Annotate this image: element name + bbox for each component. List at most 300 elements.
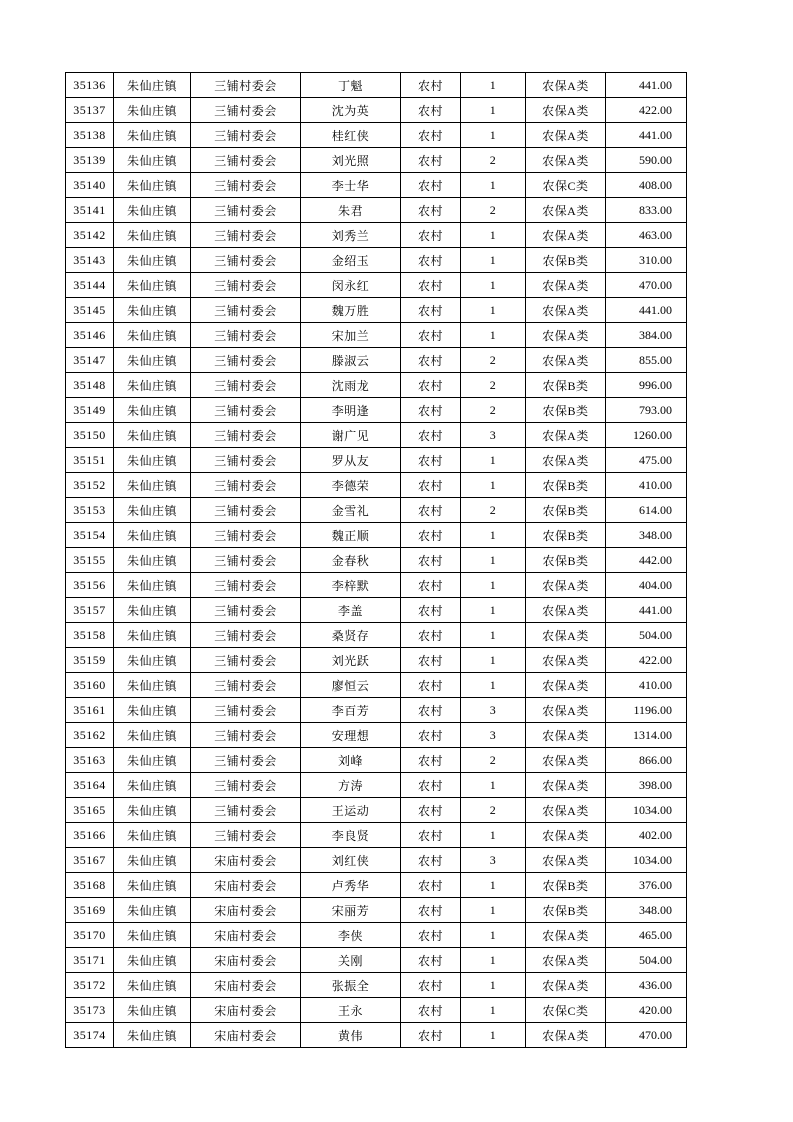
cell-town: 朱仙庄镇 — [114, 198, 191, 223]
cell-village-committee: 三铺村委会 — [191, 423, 301, 448]
cell-serial-number: 35149 — [66, 398, 114, 423]
cell-person-count: 1 — [461, 223, 526, 248]
cell-village-committee: 三铺村委会 — [191, 498, 301, 523]
cell-insurance-category: 农保A类 — [526, 198, 606, 223]
cell-residence-type: 农村 — [401, 998, 461, 1023]
cell-residence-type: 农村 — [401, 923, 461, 948]
cell-town: 朱仙庄镇 — [114, 998, 191, 1023]
cell-town: 朱仙庄镇 — [114, 798, 191, 823]
cell-amount: 590.00 — [606, 148, 687, 173]
cell-residence-type: 农村 — [401, 748, 461, 773]
cell-village-committee: 三铺村委会 — [191, 598, 301, 623]
cell-village-committee: 三铺村委会 — [191, 373, 301, 398]
cell-amount: 441.00 — [606, 123, 687, 148]
cell-insurance-category: 农保B类 — [526, 398, 606, 423]
cell-amount: 833.00 — [606, 198, 687, 223]
cell-insurance-category: 农保A类 — [526, 773, 606, 798]
cell-person-count: 2 — [461, 348, 526, 373]
table-row — [66, 523, 687, 548]
table-row — [66, 173, 687, 198]
cell-residence-type: 农村 — [401, 498, 461, 523]
cell-person-count: 1 — [461, 448, 526, 473]
cell-insurance-category: 农保A类 — [526, 598, 606, 623]
cell-amount: 996.00 — [606, 373, 687, 398]
cell-amount: 1034.00 — [606, 848, 687, 873]
table-row — [66, 823, 687, 848]
cell-village-committee: 三铺村委会 — [191, 173, 301, 198]
cell-village-committee: 三铺村委会 — [191, 773, 301, 798]
cell-village-committee: 宋庙村委会 — [191, 873, 301, 898]
cell-village-committee: 三铺村委会 — [191, 573, 301, 598]
cell-town: 朱仙庄镇 — [114, 373, 191, 398]
cell-residence-type: 农村 — [401, 773, 461, 798]
cell-amount: 855.00 — [606, 348, 687, 373]
cell-person-name: 谢广见 — [301, 423, 401, 448]
cell-amount: 441.00 — [606, 298, 687, 323]
cell-amount: 1260.00 — [606, 423, 687, 448]
table-body — [66, 73, 687, 1048]
cell-person-count: 1 — [461, 73, 526, 98]
table-row — [66, 423, 687, 448]
cell-insurance-category: 农保A类 — [526, 298, 606, 323]
cell-insurance-category: 农保A类 — [526, 648, 606, 673]
cell-village-committee: 宋庙村委会 — [191, 998, 301, 1023]
cell-person-name: 魏万胜 — [301, 298, 401, 323]
cell-residence-type: 农村 — [401, 1023, 461, 1048]
benefits-table — [65, 72, 687, 1048]
cell-serial-number: 35142 — [66, 223, 114, 248]
cell-residence-type: 农村 — [401, 723, 461, 748]
table-row — [66, 198, 687, 223]
cell-residence-type: 农村 — [401, 223, 461, 248]
table-row — [66, 998, 687, 1023]
cell-insurance-category: 农保B类 — [526, 873, 606, 898]
table-row — [66, 448, 687, 473]
cell-village-committee: 三铺村委会 — [191, 448, 301, 473]
cell-person-name: 金绍玉 — [301, 248, 401, 273]
cell-person-name: 刘秀兰 — [301, 223, 401, 248]
cell-serial-number: 35157 — [66, 598, 114, 623]
cell-village-committee: 三铺村委会 — [191, 123, 301, 148]
table-row — [66, 723, 687, 748]
cell-person-count: 1 — [461, 998, 526, 1023]
cell-town: 朱仙庄镇 — [114, 423, 191, 448]
cell-person-name: 李侠 — [301, 923, 401, 948]
cell-serial-number: 35140 — [66, 173, 114, 198]
cell-village-committee: 三铺村委会 — [191, 398, 301, 423]
cell-person-count: 2 — [461, 748, 526, 773]
cell-serial-number: 35164 — [66, 773, 114, 798]
cell-serial-number: 35150 — [66, 423, 114, 448]
cell-person-count: 3 — [461, 423, 526, 448]
table-row — [66, 373, 687, 398]
cell-person-name: 桂红侠 — [301, 123, 401, 148]
cell-insurance-category: 农保A类 — [526, 73, 606, 98]
cell-person-name: 宋丽芳 — [301, 898, 401, 923]
cell-person-name: 桑贤存 — [301, 623, 401, 648]
cell-serial-number: 35156 — [66, 573, 114, 598]
table-row — [66, 1023, 687, 1048]
cell-insurance-category: 农保B类 — [526, 898, 606, 923]
cell-town: 朱仙庄镇 — [114, 748, 191, 773]
table-row — [66, 323, 687, 348]
cell-serial-number: 35139 — [66, 148, 114, 173]
cell-serial-number: 35161 — [66, 698, 114, 723]
table-row — [66, 598, 687, 623]
cell-person-count: 1 — [461, 98, 526, 123]
cell-serial-number: 35167 — [66, 848, 114, 873]
table-row — [66, 698, 687, 723]
cell-village-committee: 三铺村委会 — [191, 273, 301, 298]
cell-serial-number: 35143 — [66, 248, 114, 273]
cell-serial-number: 35136 — [66, 73, 114, 98]
cell-residence-type: 农村 — [401, 298, 461, 323]
cell-village-committee: 三铺村委会 — [191, 98, 301, 123]
cell-amount: 441.00 — [606, 73, 687, 98]
table-row — [66, 923, 687, 948]
cell-insurance-category: 农保A类 — [526, 348, 606, 373]
cell-amount: 470.00 — [606, 1023, 687, 1048]
cell-insurance-category: 农保A类 — [526, 323, 606, 348]
cell-insurance-category: 农保A类 — [526, 423, 606, 448]
cell-insurance-category: 农保A类 — [526, 223, 606, 248]
cell-town: 朱仙庄镇 — [114, 898, 191, 923]
cell-amount: 1034.00 — [606, 798, 687, 823]
cell-person-name: 沈雨龙 — [301, 373, 401, 398]
cell-person-name: 宋加兰 — [301, 323, 401, 348]
cell-person-name: 李明逢 — [301, 398, 401, 423]
cell-serial-number: 35162 — [66, 723, 114, 748]
cell-insurance-category: 农保A类 — [526, 673, 606, 698]
cell-person-count: 2 — [461, 148, 526, 173]
cell-serial-number: 35145 — [66, 298, 114, 323]
cell-amount: 866.00 — [606, 748, 687, 773]
cell-amount: 793.00 — [606, 398, 687, 423]
cell-amount: 475.00 — [606, 448, 687, 473]
cell-village-committee: 宋庙村委会 — [191, 848, 301, 873]
cell-insurance-category: 农保A类 — [526, 698, 606, 723]
cell-residence-type: 农村 — [401, 473, 461, 498]
cell-amount: 384.00 — [606, 323, 687, 348]
cell-person-count: 1 — [461, 823, 526, 848]
table-row — [66, 973, 687, 998]
cell-person-name: 朱君 — [301, 198, 401, 223]
cell-amount: 465.00 — [606, 923, 687, 948]
table-row — [66, 398, 687, 423]
cell-person-name: 沈为英 — [301, 98, 401, 123]
cell-town: 朱仙庄镇 — [114, 723, 191, 748]
cell-amount: 504.00 — [606, 948, 687, 973]
cell-town: 朱仙庄镇 — [114, 873, 191, 898]
cell-village-committee: 三铺村委会 — [191, 348, 301, 373]
table-row — [66, 148, 687, 173]
cell-village-committee: 三铺村委会 — [191, 823, 301, 848]
cell-serial-number: 35168 — [66, 873, 114, 898]
cell-person-name: 卢秀华 — [301, 873, 401, 898]
cell-serial-number: 35173 — [66, 998, 114, 1023]
cell-person-name: 李士华 — [301, 173, 401, 198]
cell-insurance-category: 农保A类 — [526, 273, 606, 298]
cell-person-name: 王永 — [301, 998, 401, 1023]
cell-village-committee: 宋庙村委会 — [191, 898, 301, 923]
cell-insurance-category: 农保C类 — [526, 998, 606, 1023]
cell-serial-number: 35174 — [66, 1023, 114, 1048]
cell-person-name: 滕淑云 — [301, 348, 401, 373]
cell-insurance-category: 农保A类 — [526, 798, 606, 823]
cell-person-count: 3 — [461, 698, 526, 723]
table-row — [66, 223, 687, 248]
cell-residence-type: 农村 — [401, 198, 461, 223]
table-row — [66, 898, 687, 923]
table-row — [66, 573, 687, 598]
cell-residence-type: 农村 — [401, 398, 461, 423]
cell-person-name: 王运动 — [301, 798, 401, 823]
cell-town: 朱仙庄镇 — [114, 298, 191, 323]
cell-person-count: 1 — [461, 548, 526, 573]
cell-serial-number: 35148 — [66, 373, 114, 398]
cell-amount: 1196.00 — [606, 698, 687, 723]
cell-town: 朱仙庄镇 — [114, 148, 191, 173]
cell-residence-type: 农村 — [401, 248, 461, 273]
cell-person-name: 刘红侠 — [301, 848, 401, 873]
cell-town: 朱仙庄镇 — [114, 398, 191, 423]
cell-residence-type: 农村 — [401, 173, 461, 198]
cell-person-name: 丁魁 — [301, 73, 401, 98]
cell-town: 朱仙庄镇 — [114, 523, 191, 548]
table-row — [66, 473, 687, 498]
cell-amount: 422.00 — [606, 98, 687, 123]
cell-serial-number: 35154 — [66, 523, 114, 548]
cell-residence-type: 农村 — [401, 98, 461, 123]
cell-residence-type: 农村 — [401, 598, 461, 623]
cell-village-committee: 三铺村委会 — [191, 473, 301, 498]
cell-insurance-category: 农保B类 — [526, 373, 606, 398]
cell-person-count: 1 — [461, 323, 526, 348]
cell-town: 朱仙庄镇 — [114, 573, 191, 598]
cell-village-committee: 三铺村委会 — [191, 73, 301, 98]
cell-insurance-category: 农保B类 — [526, 548, 606, 573]
cell-serial-number: 35169 — [66, 898, 114, 923]
table-row — [66, 748, 687, 773]
cell-amount: 420.00 — [606, 998, 687, 1023]
cell-village-committee: 三铺村委会 — [191, 798, 301, 823]
cell-insurance-category: 农保B类 — [526, 523, 606, 548]
cell-person-name: 刘光跃 — [301, 648, 401, 673]
cell-person-name: 刘峰 — [301, 748, 401, 773]
cell-insurance-category: 农保A类 — [526, 973, 606, 998]
cell-town: 朱仙庄镇 — [114, 473, 191, 498]
cell-amount: 410.00 — [606, 473, 687, 498]
cell-residence-type: 农村 — [401, 873, 461, 898]
cell-serial-number: 35163 — [66, 748, 114, 773]
cell-residence-type: 农村 — [401, 423, 461, 448]
cell-person-name: 李梓默 — [301, 573, 401, 598]
cell-town: 朱仙庄镇 — [114, 98, 191, 123]
cell-town: 朱仙庄镇 — [114, 223, 191, 248]
cell-insurance-category: 农保A类 — [526, 448, 606, 473]
cell-residence-type: 农村 — [401, 898, 461, 923]
cell-serial-number: 35147 — [66, 348, 114, 373]
cell-serial-number: 35138 — [66, 123, 114, 148]
cell-person-count: 1 — [461, 623, 526, 648]
table-row — [66, 98, 687, 123]
cell-residence-type: 农村 — [401, 348, 461, 373]
cell-person-name: 张振全 — [301, 973, 401, 998]
table-row — [66, 73, 687, 98]
cell-town: 朱仙庄镇 — [114, 598, 191, 623]
cell-person-count: 1 — [461, 673, 526, 698]
cell-person-count: 2 — [461, 198, 526, 223]
cell-village-committee: 三铺村委会 — [191, 298, 301, 323]
cell-insurance-category: 农保B类 — [526, 248, 606, 273]
cell-person-name: 方涛 — [301, 773, 401, 798]
cell-insurance-category: 农保A类 — [526, 98, 606, 123]
cell-person-count: 1 — [461, 123, 526, 148]
cell-town: 朱仙庄镇 — [114, 348, 191, 373]
cell-village-committee: 宋庙村委会 — [191, 923, 301, 948]
cell-amount: 310.00 — [606, 248, 687, 273]
table-row — [66, 948, 687, 973]
cell-village-committee: 三铺村委会 — [191, 223, 301, 248]
cell-village-committee: 三铺村委会 — [191, 248, 301, 273]
cell-amount: 470.00 — [606, 273, 687, 298]
cell-serial-number: 35155 — [66, 548, 114, 573]
cell-residence-type: 农村 — [401, 448, 461, 473]
cell-town: 朱仙庄镇 — [114, 973, 191, 998]
cell-amount: 348.00 — [606, 898, 687, 923]
cell-person-count: 1 — [461, 898, 526, 923]
cell-serial-number: 35172 — [66, 973, 114, 998]
cell-town: 朱仙庄镇 — [114, 73, 191, 98]
cell-person-count: 1 — [461, 1023, 526, 1048]
cell-village-committee: 宋庙村委会 — [191, 973, 301, 998]
cell-amount: 1314.00 — [606, 723, 687, 748]
cell-village-committee: 三铺村委会 — [191, 723, 301, 748]
cell-insurance-category: 农保A类 — [526, 823, 606, 848]
cell-serial-number: 35159 — [66, 648, 114, 673]
cell-person-count: 1 — [461, 648, 526, 673]
cell-town: 朱仙庄镇 — [114, 823, 191, 848]
cell-person-count: 2 — [461, 498, 526, 523]
cell-person-count: 1 — [461, 248, 526, 273]
cell-village-committee: 三铺村委会 — [191, 523, 301, 548]
cell-person-name: 金雪礼 — [301, 498, 401, 523]
cell-person-count: 1 — [461, 948, 526, 973]
cell-town: 朱仙庄镇 — [114, 623, 191, 648]
cell-town: 朱仙庄镇 — [114, 948, 191, 973]
table-row — [66, 673, 687, 698]
cell-residence-type: 农村 — [401, 523, 461, 548]
cell-person-count: 1 — [461, 173, 526, 198]
cell-amount: 504.00 — [606, 623, 687, 648]
cell-insurance-category: 农保A类 — [526, 1023, 606, 1048]
cell-serial-number: 35166 — [66, 823, 114, 848]
cell-town: 朱仙庄镇 — [114, 698, 191, 723]
cell-residence-type: 农村 — [401, 273, 461, 298]
table-row — [66, 848, 687, 873]
cell-amount: 398.00 — [606, 773, 687, 798]
cell-residence-type: 农村 — [401, 623, 461, 648]
cell-residence-type: 农村 — [401, 73, 461, 98]
cell-serial-number: 35141 — [66, 198, 114, 223]
cell-amount: 614.00 — [606, 498, 687, 523]
cell-residence-type: 农村 — [401, 823, 461, 848]
cell-residence-type: 农村 — [401, 948, 461, 973]
cell-residence-type: 农村 — [401, 848, 461, 873]
cell-amount: 442.00 — [606, 548, 687, 573]
table-row — [66, 623, 687, 648]
cell-village-committee: 三铺村委会 — [191, 623, 301, 648]
cell-village-committee: 三铺村委会 — [191, 698, 301, 723]
cell-residence-type: 农村 — [401, 573, 461, 598]
cell-serial-number: 35170 — [66, 923, 114, 948]
cell-amount: 408.00 — [606, 173, 687, 198]
cell-person-name: 黄伟 — [301, 1023, 401, 1048]
cell-town: 朱仙庄镇 — [114, 273, 191, 298]
table-row — [66, 123, 687, 148]
cell-village-committee: 三铺村委会 — [191, 148, 301, 173]
cell-village-committee: 三铺村委会 — [191, 198, 301, 223]
cell-person-count: 1 — [461, 923, 526, 948]
cell-serial-number: 35137 — [66, 98, 114, 123]
cell-residence-type: 农村 — [401, 648, 461, 673]
cell-residence-type: 农村 — [401, 373, 461, 398]
table-row — [66, 873, 687, 898]
table-row — [66, 798, 687, 823]
cell-person-name: 关刚 — [301, 948, 401, 973]
cell-village-committee: 三铺村委会 — [191, 548, 301, 573]
cell-person-count: 1 — [461, 973, 526, 998]
cell-person-count: 3 — [461, 723, 526, 748]
cell-amount: 348.00 — [606, 523, 687, 548]
cell-village-committee: 三铺村委会 — [191, 648, 301, 673]
cell-amount: 463.00 — [606, 223, 687, 248]
cell-insurance-category: 农保A类 — [526, 123, 606, 148]
cell-insurance-category: 农保A类 — [526, 948, 606, 973]
cell-person-count: 1 — [461, 523, 526, 548]
cell-village-committee: 三铺村委会 — [191, 673, 301, 698]
cell-person-count: 2 — [461, 798, 526, 823]
cell-person-count: 1 — [461, 273, 526, 298]
cell-person-name: 李良贤 — [301, 823, 401, 848]
cell-town: 朱仙庄镇 — [114, 1023, 191, 1048]
cell-residence-type: 农村 — [401, 123, 461, 148]
cell-serial-number: 35151 — [66, 448, 114, 473]
cell-village-committee: 三铺村委会 — [191, 323, 301, 348]
cell-serial-number: 35144 — [66, 273, 114, 298]
cell-amount: 410.00 — [606, 673, 687, 698]
table-row — [66, 648, 687, 673]
cell-town: 朱仙庄镇 — [114, 923, 191, 948]
table-row — [66, 348, 687, 373]
cell-residence-type: 农村 — [401, 673, 461, 698]
table-row — [66, 298, 687, 323]
cell-person-count: 1 — [461, 573, 526, 598]
cell-amount: 404.00 — [606, 573, 687, 598]
cell-person-name: 罗从友 — [301, 448, 401, 473]
cell-amount: 441.00 — [606, 598, 687, 623]
cell-insurance-category: 农保A类 — [526, 748, 606, 773]
cell-town: 朱仙庄镇 — [114, 648, 191, 673]
cell-person-name: 廖恒云 — [301, 673, 401, 698]
table-row — [66, 248, 687, 273]
cell-residence-type: 农村 — [401, 148, 461, 173]
cell-amount: 376.00 — [606, 873, 687, 898]
cell-insurance-category: 农保A类 — [526, 848, 606, 873]
cell-insurance-category: 农保A类 — [526, 148, 606, 173]
cell-town: 朱仙庄镇 — [114, 673, 191, 698]
cell-insurance-category: 农保B类 — [526, 473, 606, 498]
